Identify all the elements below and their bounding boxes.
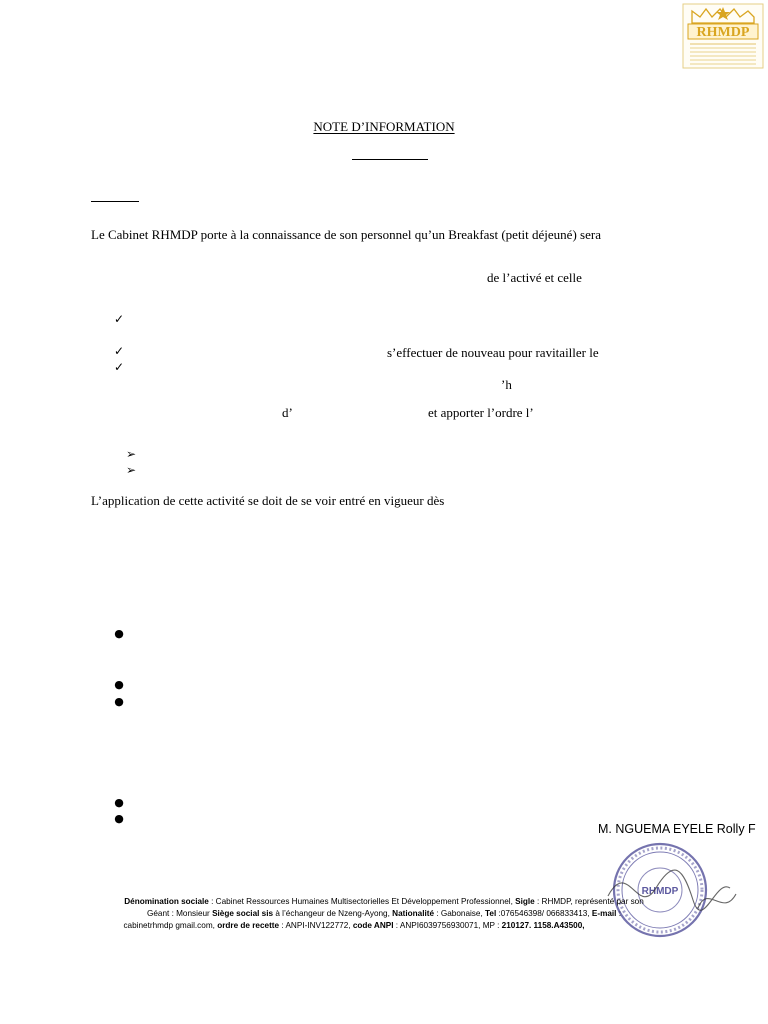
footer-label: Sigle bbox=[515, 897, 535, 906]
intro-paragraph: Le Cabinet RHMDP porte à la connaissance de son personnel qu’un Breakfast (petit déjeuné) sera bbox=[91, 227, 601, 242]
checkmark-icon: ✓ bbox=[113, 312, 125, 326]
footer-text: : bbox=[616, 909, 622, 918]
bullet-icon: ● bbox=[114, 678, 124, 691]
footer-label: Siège social sis bbox=[212, 909, 274, 918]
page-title: NOTE D’INFORMATION bbox=[313, 119, 455, 134]
section-divider bbox=[91, 201, 139, 202]
checkmark-icon: ✓ bbox=[113, 360, 125, 374]
footer-text: cabinetrhmdp gmail.com, bbox=[123, 921, 218, 930]
body-fragment: ’h bbox=[501, 377, 512, 392]
arrow-bullet-icon: ➢ bbox=[125, 447, 137, 461]
checkmark-icon: ✓ bbox=[113, 344, 125, 358]
bullet-icon: ● bbox=[114, 627, 124, 640]
body-fragment: d’ bbox=[282, 405, 293, 420]
bullet-icon: ● bbox=[114, 812, 124, 825]
arrow-bullet-icon: ➢ bbox=[125, 463, 137, 477]
footer-label: ordre de recette bbox=[217, 921, 280, 930]
footer-line-1 bbox=[0, 896, 768, 907]
application-paragraph: L’application de cette activité se doit de se voir entré en vigueur dès bbox=[91, 493, 445, 508]
footer-text: à l’échangeur de Nzeng-Ayong, bbox=[273, 909, 393, 918]
footer-line-3 bbox=[0, 920, 768, 931]
footer-text: :076546398/ 066833413, bbox=[496, 909, 592, 918]
footer-line-2 bbox=[0, 908, 768, 919]
body-line: et apporter l’ordre l’ bbox=[428, 405, 534, 420]
footer-text: Géant : Monsieur bbox=[146, 909, 213, 918]
footer-label: Dénomination sociale bbox=[124, 897, 209, 906]
stamp-text: RHMDP bbox=[641, 886, 679, 897]
footer-text: : ANPI6039756930071, MP : bbox=[393, 921, 502, 930]
rhmdp-logo bbox=[682, 3, 764, 69]
body-line: de l’activé et celle bbox=[487, 270, 582, 285]
footer-text: : RHMDP, représenté par son bbox=[534, 897, 644, 906]
bullet-icon: ● bbox=[114, 796, 124, 809]
footer-label: Nationalité bbox=[392, 909, 435, 918]
body-line: s’effectuer de nouveau pour ravitailler le bbox=[387, 345, 599, 360]
footer-text: : Cabinet Ressources Humaines Multisectorielles Et Développement Professionnel, bbox=[208, 897, 516, 906]
bullet-icon: ● bbox=[114, 695, 124, 708]
footer-label: E-mail bbox=[591, 909, 617, 918]
footer-label: Tel bbox=[485, 909, 497, 918]
footer-label: 210127. 1158.A43500, bbox=[501, 921, 585, 930]
title-divider bbox=[352, 159, 428, 160]
footer-label: code ANPI bbox=[352, 921, 394, 930]
signatory-name: M. NGUEMA EYELE Rolly F bbox=[598, 822, 756, 836]
footer-text: : Gabonaise, bbox=[434, 909, 486, 918]
footer-text: : ANPI-INV122772, bbox=[279, 921, 353, 930]
logo-text: RHMDP bbox=[696, 25, 750, 40]
